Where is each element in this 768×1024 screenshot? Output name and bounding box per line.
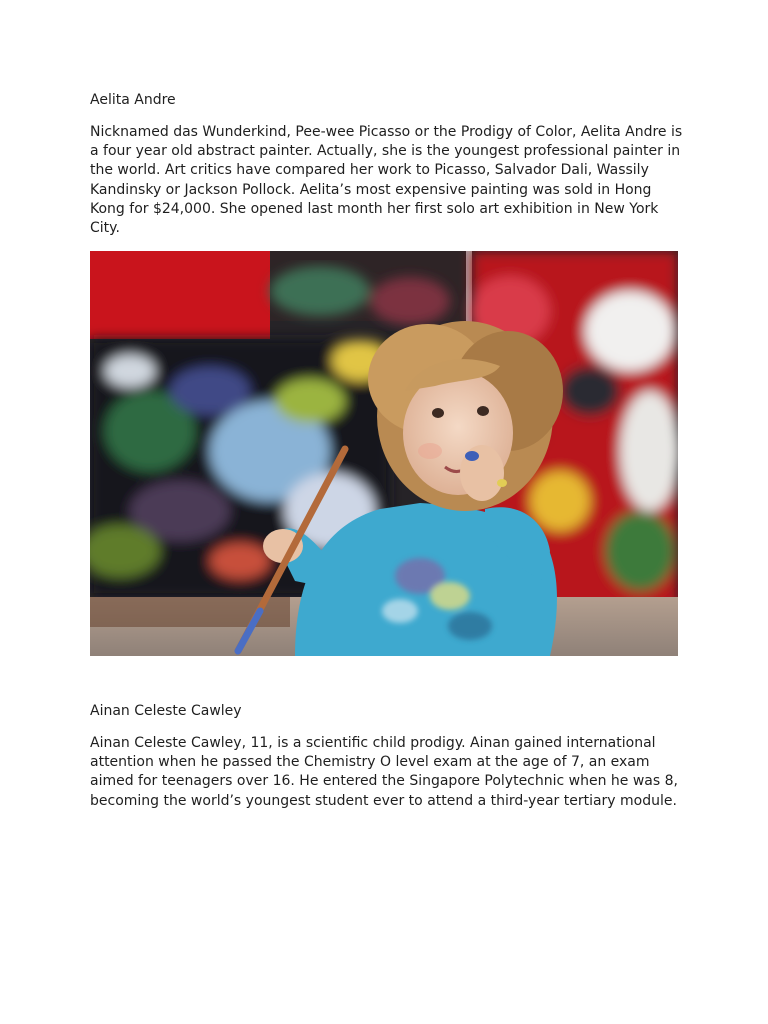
photo-illustration xyxy=(90,251,678,656)
section-paragraph-aelita-andre: Nicknamed das Wunderkind, Pee-wee Picasso or the Prodigy of Color, Aelita Andre is a four year old abstract painter. Actually, she is the youngest professional painter in the world. Art critics have compared her work to Picasso, Salvador Dali, Wassily Kandinsky or Jackson Pollock. Aelita’s most expensive painting was sold in Hong Kong for $24,000. She opened last month her first solo art exhibition in New York City. xyxy=(90,124,683,237)
section-paragraph-ainan-celeste-cawley: Ainan Celeste Cawley, 11, is a scientific child prodigy. Ainan gained international attention when he passed the Chemistry O level exam at the age of 7, an exam aimed for teenagers over 16. He entered the Singapore Polytechnic when he was 8, becoming the world’s youngest student ever to attend a third-year tertiary module. xyxy=(90,735,678,809)
section-heading-ainan-celeste-cawley: Ainan Celeste Cawley xyxy=(90,703,242,719)
photo-child-painter xyxy=(90,251,678,656)
section-heading-aelita-andre: Aelita Andre xyxy=(90,92,176,108)
red-canvas xyxy=(90,251,270,339)
